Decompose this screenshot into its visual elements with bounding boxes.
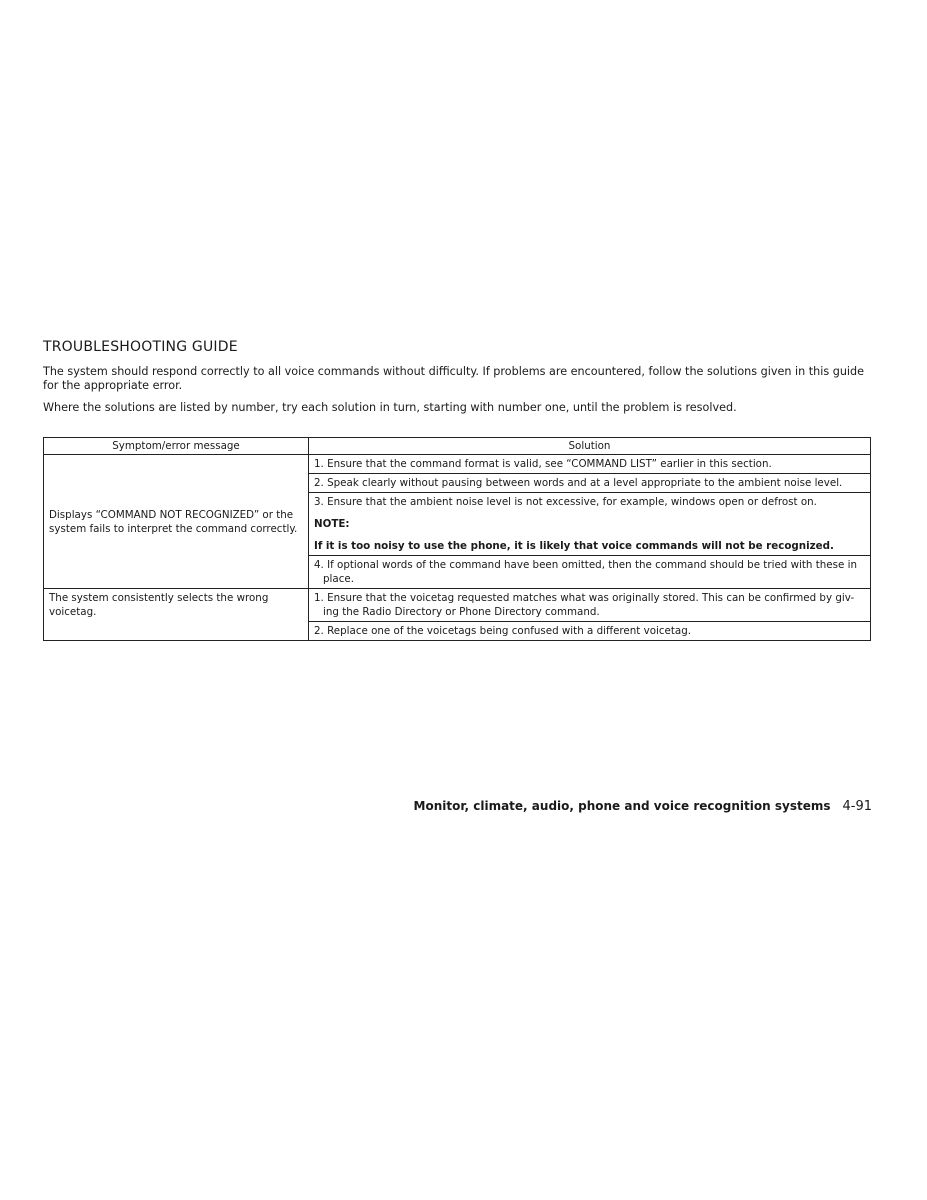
symptom-cell: Displays “COMMAND NOT RECOGNIZED” or the system fails to interpret the command correctly. — [44, 455, 309, 589]
table-row — [44, 455, 871, 474]
solution-cell: 4. If optional words of the command have been omitted, then the command should be tried with these in place. — [309, 556, 871, 589]
page-title: TROUBLESHOOTING GUIDE — [43, 339, 238, 355]
instruction-paragraph: Where the solutions are listed by number, try each solution in turn, starting with number one, until the problem is resolved. — [43, 401, 737, 414]
column-header-symptom: Symptom/error message — [44, 438, 309, 455]
solution-cell-with-note — [309, 493, 871, 556]
page-number: 4-91 — [842, 799, 872, 814]
solution-cell: 2. Replace one of the voicetags being confused with a different voicetag. — [309, 622, 871, 641]
table-row — [44, 589, 871, 622]
solution-cell: 1. Ensure that the voicetag requested matches what was originally stored. This can be confirmed by giv-ing the Radio Directory or Phone Directory command. — [309, 589, 871, 622]
footer-section-title: Monitor, climate, audio, phone and voice recognition systems — [413, 799, 831, 813]
symptom-cell: The system consistently selects the wrong voicetag. — [44, 589, 309, 641]
solution-cell: 1. Ensure that the command format is valid, see “COMMAND LIST” earlier in this section. — [309, 455, 871, 474]
column-header-solution: Solution — [309, 438, 871, 455]
table-header-row — [44, 438, 871, 455]
troubleshooting-table — [43, 437, 871, 641]
note-label: NOTE: — [314, 518, 350, 530]
page-footer — [414, 799, 872, 814]
solution-text: 3. Ensure that the ambient noise level is not excessive, for example, windows open or defrost on. — [314, 496, 817, 508]
solution-cell: 2. Speak clearly without pausing between words and at a level appropriate to the ambient noise level. — [309, 474, 871, 493]
note-text: If it is too noisy to use the phone, it is likely that voice commands will not be recognized. — [314, 540, 834, 552]
intro-paragraph: The system should respond correctly to all voice commands without difficulty. If problems are encountered, follow the solutions given in this guide for the appropriate error. — [43, 365, 865, 392]
